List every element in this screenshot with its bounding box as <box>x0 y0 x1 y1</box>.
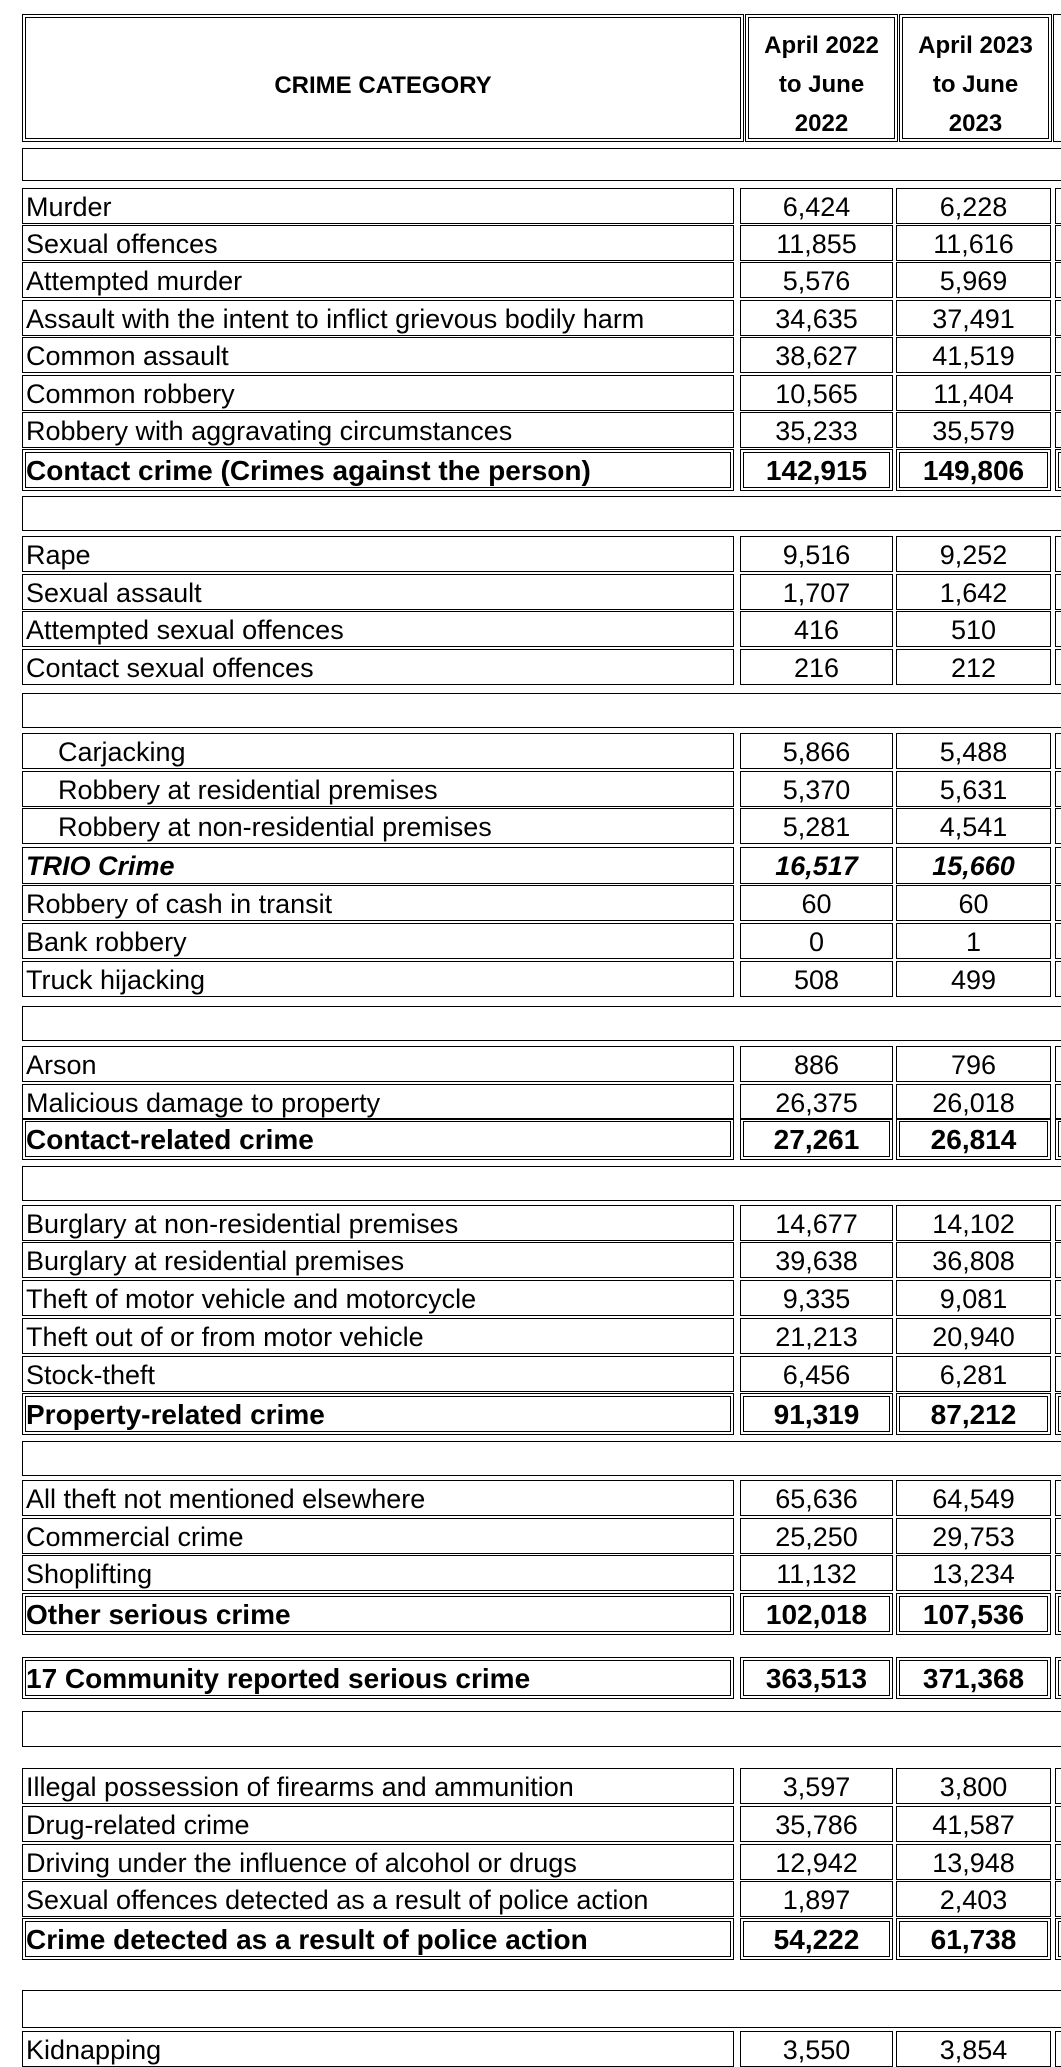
table-row-value-2022: 12,942 <box>775 1848 858 1878</box>
table-row-value-2022: 3,597 <box>782 1772 851 1802</box>
table-row-value-2023: 36,808 <box>932 1246 1015 1276</box>
table-row-edge-cell <box>1055 1918 1061 1960</box>
table-row-label: Stock-theft <box>26 1360 156 1390</box>
table-row-value-2023: 11,404 <box>933 379 1014 409</box>
table-row-value-2023: 41,519 <box>932 341 1015 371</box>
table-row-value-2023: 37,491 <box>932 304 1015 334</box>
table-row-value-2023: 2,403 <box>939 1885 1008 1915</box>
table-row-label: Assault with the intent to inflict grievous bodily harm <box>26 304 645 334</box>
section-spacer-row <box>22 1166 1061 1201</box>
table-row-value-2022: 38,627 <box>775 341 858 371</box>
table-row-edge-cell <box>1055 1280 1061 1316</box>
table-row-value-2023: 5,969 <box>939 266 1008 296</box>
table-row-label: Murder <box>26 192 112 222</box>
table-row-label: Sexual offences detected as a result of police action <box>26 1885 649 1915</box>
table-row-label-cell <box>22 188 734 224</box>
table-row-label: Robbery at non-residential premises <box>58 812 492 842</box>
table-row-value-2023: 15,660 <box>932 851 1015 881</box>
header-col1-cell <box>745 14 898 142</box>
table-row-label: Commercial crime <box>26 1522 244 1552</box>
table-row-edge-cell <box>1055 188 1061 224</box>
header-col1-line2: to June <box>778 71 865 98</box>
table-row-value-2023: 64,549 <box>932 1484 1015 1514</box>
table-row-value-2022: 91,319 <box>773 1399 860 1430</box>
table-row-edge-cell <box>1055 771 1061 807</box>
table-row-edge-cell <box>1055 1084 1061 1120</box>
table-row-label: Attempted sexual offences <box>26 615 344 645</box>
table-row-value-2023: 13,948 <box>932 1848 1015 1878</box>
header-col2-line2: to June <box>932 71 1019 98</box>
table-row-edge-cell <box>1055 1242 1061 1278</box>
table-row-edge-cell <box>1055 885 1061 921</box>
table-row-edge-cell <box>1055 1393 1061 1435</box>
table-row-value-2023: 371,368 <box>922 1663 1025 1694</box>
table-row-edge-cell <box>1055 1657 1061 1699</box>
table-row-value-2023: 6,228 <box>939 192 1008 222</box>
table-row-edge-cell <box>1055 375 1061 411</box>
table-row-label: Burglary at non-residential premises <box>26 1209 459 1239</box>
table-row-label: Contact-related crime <box>26 1124 314 1155</box>
section-spacer-row <box>22 1990 1061 2028</box>
table-row-value-2022: 65,636 <box>775 1484 858 1514</box>
table-row-value-2023: 41,587 <box>932 1810 1015 1840</box>
table-row-label: Shoplifting <box>26 1559 153 1589</box>
table-row-edge-cell <box>1055 300 1061 336</box>
table-row-value-2023: 212 <box>950 653 997 683</box>
table-row-value-2022: 886 <box>793 1050 840 1080</box>
table-row-value-2022: 60 <box>801 889 832 919</box>
table-row-edge-cell <box>1055 2031 1061 2067</box>
table-row-edge-cell <box>1055 536 1061 572</box>
table-row-value-2023: 61,738 <box>930 1924 1017 1955</box>
table-row-value-2022: 5,370 <box>782 775 851 805</box>
table-row-edge-cell <box>1055 1205 1061 1241</box>
table-row-value-2022: 14,677 <box>775 1209 858 1239</box>
header-col2-line3: 2023 <box>948 110 1003 137</box>
table-row-value-2023: 1 <box>965 927 982 957</box>
table-row-edge-cell <box>1055 1806 1061 1842</box>
table-row-edge-cell <box>1055 1318 1061 1354</box>
table-row-value-2023: 3,800 <box>939 1772 1008 1802</box>
table-row-label: Crime detected as a result of police action <box>26 1924 588 1955</box>
table-row-label: Burglary at residential premises <box>26 1246 405 1276</box>
table-row-value-2023: 107,536 <box>922 1599 1025 1630</box>
table-row-value-2022: 508 <box>793 965 840 995</box>
table-row-edge-cell <box>1055 1881 1061 1917</box>
table-row-value-2023: 11,616 <box>933 229 1014 259</box>
table-row-value-2022: 11,132 <box>776 1559 857 1589</box>
table-row-value-2022: 5,576 <box>782 266 851 296</box>
table-row-value-2023: 499 <box>950 965 997 995</box>
table-row-value-2022: 54,222 <box>773 1924 860 1955</box>
table-row-label-cell <box>22 536 734 572</box>
table-row-label: Attempted murder <box>26 266 243 296</box>
table-row-value-2022: 16,517 <box>775 851 858 881</box>
table-row-label: Illegal possession of firearms and ammunition <box>26 1772 574 1802</box>
table-row-label: Drug-related crime <box>26 1810 250 1840</box>
table-row-value-2023: 87,212 <box>930 1399 1017 1430</box>
section-spacer-row <box>22 1441 1061 1476</box>
header-col1-line3: 2022 <box>794 110 849 137</box>
table-row-label: Theft of motor vehicle and motorcycle <box>26 1284 477 1314</box>
table-row-edge-cell <box>1055 1768 1061 1804</box>
table-row-edge-cell <box>1055 961 1061 997</box>
table-row-edge-cell <box>1055 1844 1061 1880</box>
table-row-label: Contact crime (Crimes against the person) <box>26 455 591 486</box>
table-row-value-2022: 6,424 <box>782 192 851 222</box>
header-col2 <box>903 26 1048 143</box>
table-row-value-2023: 26,018 <box>932 1088 1015 1118</box>
table-row-value-2022: 102,018 <box>765 1599 868 1630</box>
table-row-value-2022: 9,335 <box>782 1284 851 1314</box>
table-row-value-2022: 5,281 <box>782 812 851 842</box>
section-spacer-row <box>22 496 1061 531</box>
table-row-edge-cell <box>1055 649 1061 685</box>
table-row-edge-cell <box>1055 225 1061 261</box>
table-row-value-2022: 3,550 <box>782 2035 851 2065</box>
table-row-value-2022: 142,915 <box>765 455 868 486</box>
table-row-edge-cell <box>1055 1593 1061 1635</box>
table-row-edge-cell <box>1055 337 1061 373</box>
table-row-edge-cell <box>1055 1480 1061 1516</box>
section-spacer-row <box>22 1711 1061 1747</box>
table-row-label: Robbery at residential premises <box>58 775 438 805</box>
header-category: CRIME CATEGORY <box>274 72 492 99</box>
table-row-value-2023: 796 <box>950 1050 997 1080</box>
table-row-edge-cell <box>1055 449 1061 491</box>
table-row-value-2022: 1,897 <box>782 1885 851 1915</box>
table-row-label: Rape <box>26 540 91 570</box>
table-row-label-cell <box>22 1046 734 1082</box>
header-col2-line1: April 2023 <box>918 32 1033 59</box>
header-col2-cell <box>899 14 1052 142</box>
table-row-value-2022: 25,250 <box>775 1522 858 1552</box>
table-row-label: Driving under the influence of alcohol or drugs <box>26 1848 577 1878</box>
header-col1 <box>749 26 894 143</box>
table-row-value-2022: 5,866 <box>782 737 851 767</box>
table-row-edge-cell <box>1055 611 1061 647</box>
section-spacer-row <box>22 1006 1061 1041</box>
table-row-value-2022: 9,516 <box>782 540 851 570</box>
table-row-label: Sexual assault <box>26 578 202 608</box>
table-row-edge-cell <box>1055 1046 1061 1082</box>
table-row-value-2022: 10,565 <box>775 379 858 409</box>
table-row-label: Arson <box>26 1050 97 1080</box>
table-row-label: Property-related crime <box>26 1399 325 1430</box>
table-row-label: Common assault <box>26 341 229 371</box>
table-row-value-2022: 6,456 <box>782 1360 851 1390</box>
table-row-edge-cell <box>1055 262 1061 298</box>
table-row-label: Kidnapping <box>26 2035 162 2065</box>
table-row-value-2023: 20,940 <box>932 1322 1015 1352</box>
table-row-label: TRIO Crime <box>26 851 175 881</box>
table-row-edge-cell <box>1055 923 1061 959</box>
header-col1-line1: April 2022 <box>764 32 879 59</box>
table-row-label: Sexual offences <box>26 229 218 259</box>
table-row-value-2023: 14,102 <box>932 1209 1015 1239</box>
table-row-label: Contact sexual offences <box>26 653 314 683</box>
table-row-value-2022: 39,638 <box>775 1246 858 1276</box>
table-row-edge-cell <box>1055 808 1061 844</box>
table-row-value-2023: 13,234 <box>932 1559 1015 1589</box>
table-row-value-2023: 5,488 <box>939 737 1008 767</box>
table-row-edge-cell <box>1055 1356 1061 1392</box>
table-row-value-2022: 1,707 <box>782 578 851 608</box>
table-row-label: Theft out of or from motor vehicle <box>26 1322 424 1352</box>
header-category-cell <box>22 14 744 142</box>
table-row-value-2023: 26,814 <box>930 1124 1017 1155</box>
table-row-label: Robbery of cash in transit <box>26 889 333 919</box>
table-row-edge-cell <box>1055 733 1061 769</box>
table-row-edge-cell <box>1055 847 1061 884</box>
table-row-value-2023: 29,753 <box>932 1522 1015 1552</box>
table-row-value-2023: 9,252 <box>939 540 1008 570</box>
table-row-value-2023: 5,631 <box>939 775 1008 805</box>
table-row-value-2022: 11,855 <box>776 229 857 259</box>
table-row-value-2022: 35,233 <box>775 416 858 446</box>
table-row-edge-cell <box>1055 1118 1061 1160</box>
table-row-edge-cell <box>1055 1518 1061 1554</box>
table-row-value-2023: 9,081 <box>939 1284 1008 1314</box>
table-row-edge-cell <box>1055 412 1061 448</box>
table-row-label: Common robbery <box>26 379 235 409</box>
table-row-label: All theft not mentioned elsewhere <box>26 1484 426 1514</box>
table-row-value-2023: 60 <box>958 889 989 919</box>
table-row-value-2022: 216 <box>793 653 840 683</box>
table-row-label: Robbery with aggravating circumstances <box>26 416 513 446</box>
table-row-value-2022: 34,635 <box>775 304 858 334</box>
table-row-edge-cell <box>1055 574 1061 610</box>
table-row-value-2022: 35,786 <box>775 1810 858 1840</box>
table-row-value-2023: 1,642 <box>939 578 1008 608</box>
table-row-edge-cell <box>1055 1555 1061 1591</box>
table-row-value-2022: 21,213 <box>775 1322 858 1352</box>
table-row-label: Malicious damage to property <box>26 1088 381 1118</box>
table-row-value-2022: 363,513 <box>765 1663 868 1694</box>
table-row-value-2023: 149,806 <box>922 455 1025 486</box>
table-row-label: Other serious crime <box>26 1599 291 1630</box>
table-row-value-2022: 26,375 <box>775 1088 858 1118</box>
table-row-label: Carjacking <box>58 737 186 767</box>
table-row-value-2022: 27,261 <box>773 1124 860 1155</box>
table-row-value-2023: 510 <box>950 615 997 645</box>
section-spacer-row <box>22 693 1061 728</box>
table-row-value-2022: 0 <box>808 927 825 957</box>
table-row-label: Truck hijacking <box>26 965 206 995</box>
table-row-value-2023: 3,854 <box>939 2035 1008 2065</box>
table-row-value-2023: 4,541 <box>939 812 1008 842</box>
table-row-label: Bank robbery <box>26 927 187 957</box>
table-row-value-2022: 416 <box>793 615 840 645</box>
table-row-label: 17 Community reported serious crime <box>26 1663 531 1694</box>
table-row-value-2023: 35,579 <box>932 416 1015 446</box>
table-row-value-2023: 6,281 <box>939 1360 1008 1390</box>
section-spacer-row <box>22 148 1061 181</box>
header-col3-edge <box>1053 14 1061 142</box>
